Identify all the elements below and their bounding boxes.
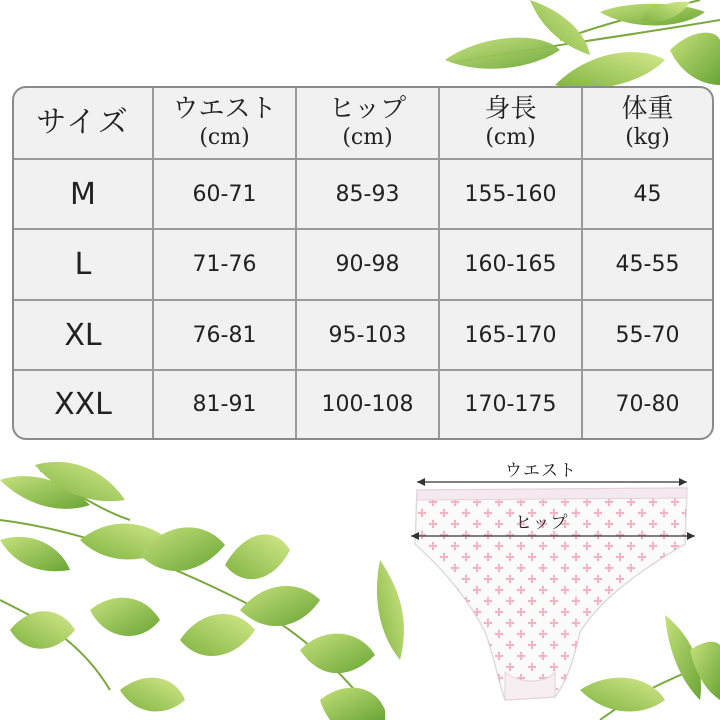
- size-label: XL: [14, 301, 154, 371]
- header-height-unit: (cm): [485, 125, 536, 151]
- waist-value: 60-71: [154, 160, 297, 230]
- hip-value: 85-93: [297, 160, 440, 230]
- hip-value: 100-108: [297, 371, 440, 438]
- size-label: L: [14, 230, 154, 300]
- size-chart-table: [12, 86, 714, 440]
- header-size-label: サイズ: [36, 104, 130, 140]
- header-size: [14, 88, 154, 160]
- header-weight-unit: (kg): [625, 125, 670, 151]
- table-row: [14, 160, 712, 230]
- height-value: 155-160: [440, 160, 583, 230]
- header-waist-label: ウエスト: [172, 94, 277, 125]
- underwear-illustration: [405, 452, 705, 714]
- header-weight: [583, 88, 712, 160]
- header-waist-unit: (cm): [199, 125, 250, 151]
- waist-label: ウエスト: [505, 461, 577, 481]
- height-value: 160-165: [440, 230, 583, 300]
- weight-value: 45: [583, 160, 712, 230]
- header-hip-label: ヒップ: [328, 94, 407, 125]
- hip-value: 95-103: [297, 301, 440, 371]
- hip-label: ヒップ: [515, 513, 569, 533]
- waist-value: 76-81: [154, 301, 297, 371]
- weight-value: 45-55: [583, 230, 712, 300]
- header-waist: [154, 88, 297, 160]
- table-row: [14, 301, 712, 371]
- weight-value: 55-70: [583, 301, 712, 371]
- waist-value: 71-76: [154, 230, 297, 300]
- weight-value: 70-80: [615, 392, 680, 418]
- header-hip-unit: (cm): [342, 125, 393, 151]
- leaf-cluster-top-right-leaves: [445, 0, 720, 89]
- hip-value: 90-98: [297, 230, 440, 300]
- header-weight-label: 体重: [621, 94, 674, 125]
- table-row: [14, 230, 712, 300]
- leaf-cluster-bottom-left: [0, 462, 404, 720]
- header-hip: [297, 88, 440, 160]
- height-value: 165-170: [440, 301, 583, 371]
- table-header-row: [14, 88, 712, 160]
- measurement-figure: [405, 452, 705, 714]
- size-label: M: [14, 160, 154, 230]
- header-height-label: 身長: [484, 94, 537, 125]
- height-value: 170-175: [440, 371, 583, 438]
- waist-value: 81-91: [154, 371, 297, 438]
- header-height: [440, 88, 583, 160]
- size-label: XXL: [14, 371, 154, 438]
- table-row: [14, 371, 712, 438]
